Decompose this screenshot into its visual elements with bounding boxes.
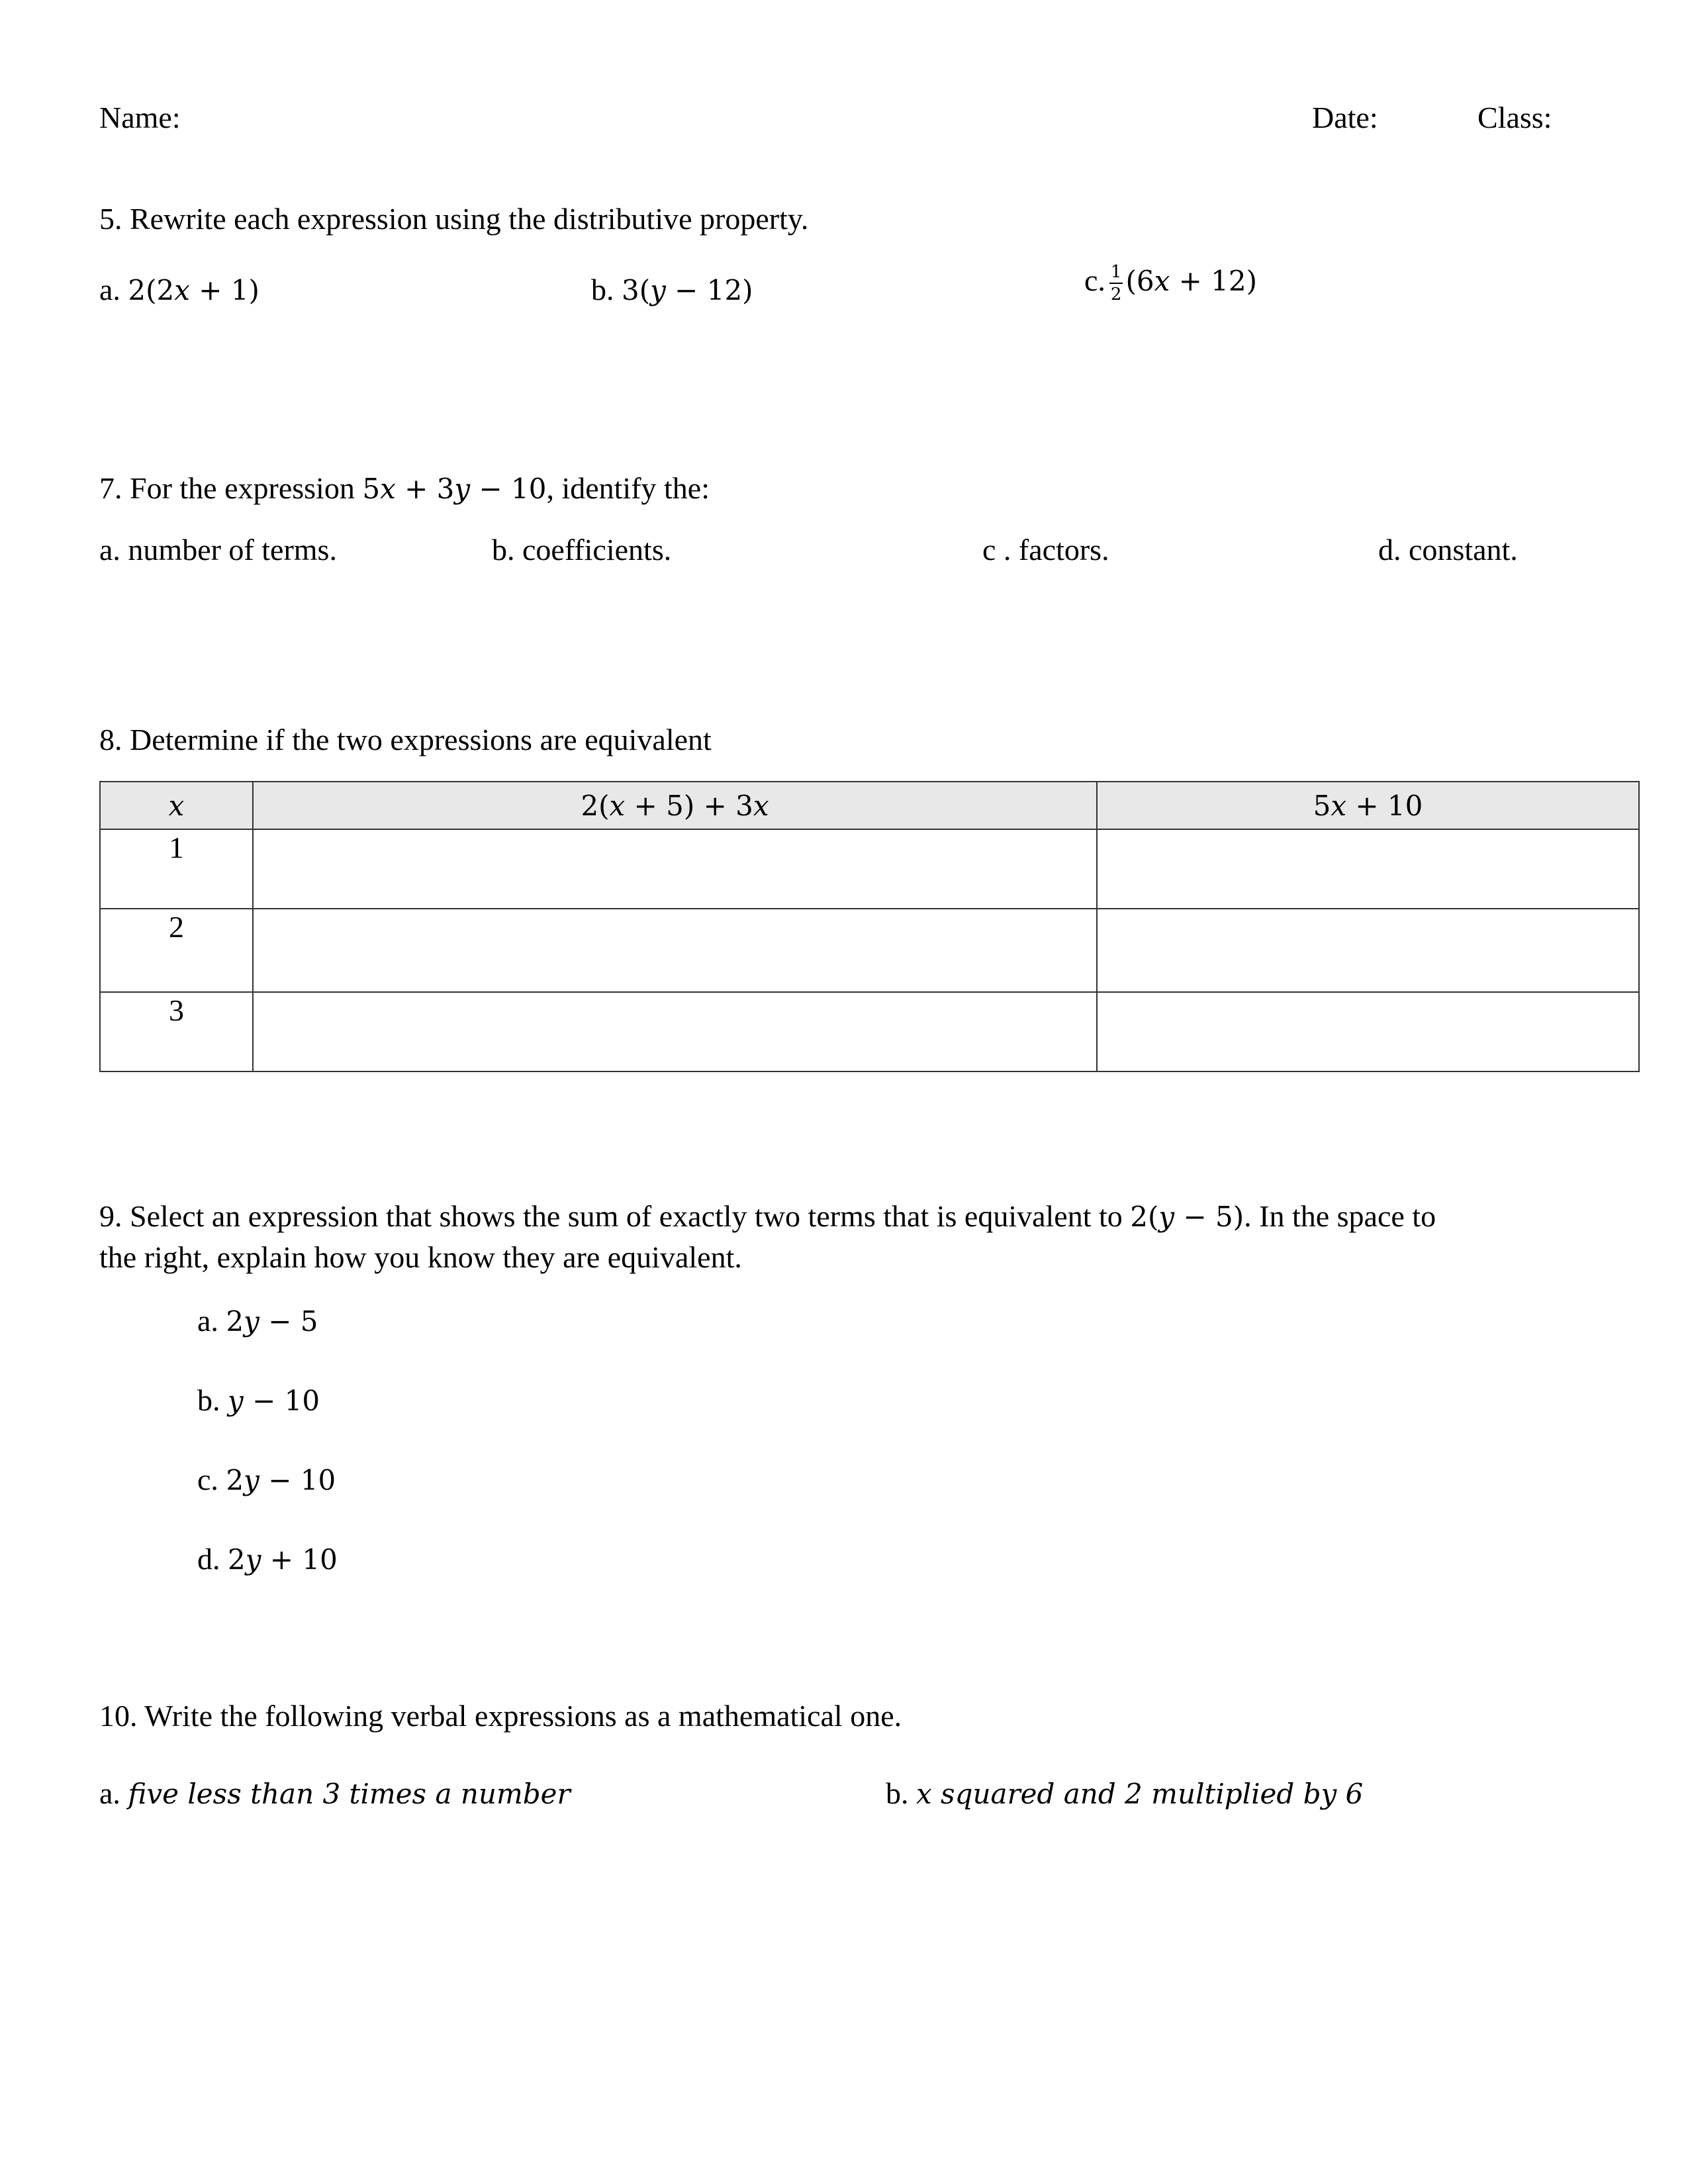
- q7-part-a: a. number of terms.: [99, 533, 337, 567]
- q10-prompt: 10. Write the following verbal expressions as a mathematical one.: [99, 1699, 902, 1733]
- table-row: [100, 992, 1639, 1071]
- q10-a-expression: five less than 3 times a number: [128, 1778, 571, 1810]
- q10-part-b: [886, 1775, 1363, 1811]
- table-cell-x: 3: [100, 992, 253, 1071]
- date-label: Date:: [1312, 101, 1378, 134]
- q7-prompt-text: 7. For the expression: [99, 471, 363, 505]
- table-cell-answer[interactable]: [253, 829, 1097, 909]
- q5-b-expression: 3(𝑦 − 12): [622, 274, 753, 306]
- q10-b-expression: x squared and 2 multiplied by 6: [916, 1778, 1364, 1810]
- table-row: [100, 829, 1639, 909]
- equivalence-table: [99, 781, 1640, 1072]
- table-cell-answer[interactable]: [253, 909, 1097, 992]
- q9-prompt-line-1: [99, 1198, 1436, 1234]
- q9-prompt-suffix: . In the space to: [1244, 1199, 1436, 1233]
- q5-part-a: [99, 271, 259, 308]
- q10-b-label: b.: [886, 1776, 909, 1810]
- table-cell-answer[interactable]: [1097, 992, 1639, 1071]
- table-header-x: 𝑥: [100, 782, 253, 829]
- q9-prompt-line-2: the right, explain how you know they are equivalent.: [99, 1240, 742, 1274]
- q9-prompt-expression: 2(𝑦 − 5): [1130, 1201, 1244, 1233]
- q5-part-c: [1084, 262, 1257, 303]
- q9-option-c[interactable]: [197, 1461, 336, 1498]
- table-header-row: [100, 782, 1639, 829]
- table-row: [100, 909, 1639, 992]
- q9-option-a[interactable]: [197, 1302, 318, 1339]
- table-cell-x: 1: [100, 829, 253, 909]
- name-label: Name:: [99, 101, 181, 134]
- q5-c-label: c.: [1084, 263, 1105, 297]
- table-cell-answer[interactable]: [1097, 829, 1639, 909]
- q9-prompt-text: 9. Select an expression that shows the sum of exactly two terms that is equivalent to: [99, 1199, 1131, 1233]
- table-cell-answer[interactable]: [1097, 909, 1639, 992]
- q7-part-c: c . factors.: [982, 533, 1109, 567]
- q5-c-fraction-denominator: 2: [1110, 285, 1122, 305]
- q5-part-b: [591, 271, 753, 308]
- q5-c-expression: (6𝑥 + 12): [1125, 265, 1257, 297]
- table-cell-x: 2: [100, 909, 253, 992]
- q7-part-d: d. constant.: [1378, 533, 1518, 567]
- q7-part-b: b. coefficients.: [492, 533, 672, 567]
- q5-a-label: a.: [99, 273, 120, 306]
- q8-prompt: 8. Determine if the two expressions are equivalent: [99, 723, 712, 756]
- q9-option-label: d.: [197, 1542, 220, 1576]
- q9-option-expression: 2𝑦 + 10: [228, 1543, 338, 1576]
- q7-prompt-suffix: , identify the:: [546, 471, 710, 505]
- q9-option-expression: 2𝑦 − 5: [226, 1305, 318, 1338]
- q10-part-a: [99, 1775, 571, 1811]
- q9-option-expression: 𝑦 − 10: [228, 1385, 320, 1417]
- q5-c-fraction-numerator: 1: [1109, 263, 1123, 284]
- table-header-expression-1: 2(𝑥 + 5) + 3𝑥: [253, 782, 1097, 829]
- class-label: Class:: [1477, 101, 1552, 134]
- q7-prompt: [99, 470, 710, 506]
- q9-option-label: c.: [197, 1463, 218, 1496]
- q9-option-b[interactable]: [197, 1382, 320, 1418]
- q5-prompt: 5. Rewrite each expression using the distributive property.: [99, 202, 809, 236]
- q5-c-fraction: [1109, 263, 1123, 303]
- q5-b-label: b.: [591, 273, 614, 306]
- q9-option-d[interactable]: [197, 1541, 338, 1577]
- q10-a-label: a.: [99, 1776, 120, 1810]
- q7-prompt-expression: 5𝑥 + 3𝑦 − 10: [362, 473, 547, 505]
- q5-a-expression: 2(2𝑥 + 1): [128, 274, 259, 306]
- q9-option-label: b.: [197, 1383, 220, 1417]
- table-cell-answer[interactable]: [253, 992, 1097, 1071]
- q9-option-label: a.: [197, 1304, 218, 1338]
- table-header-expression-2: 5𝑥 + 10: [1097, 782, 1639, 829]
- q9-option-expression: 2𝑦 − 10: [226, 1464, 336, 1496]
